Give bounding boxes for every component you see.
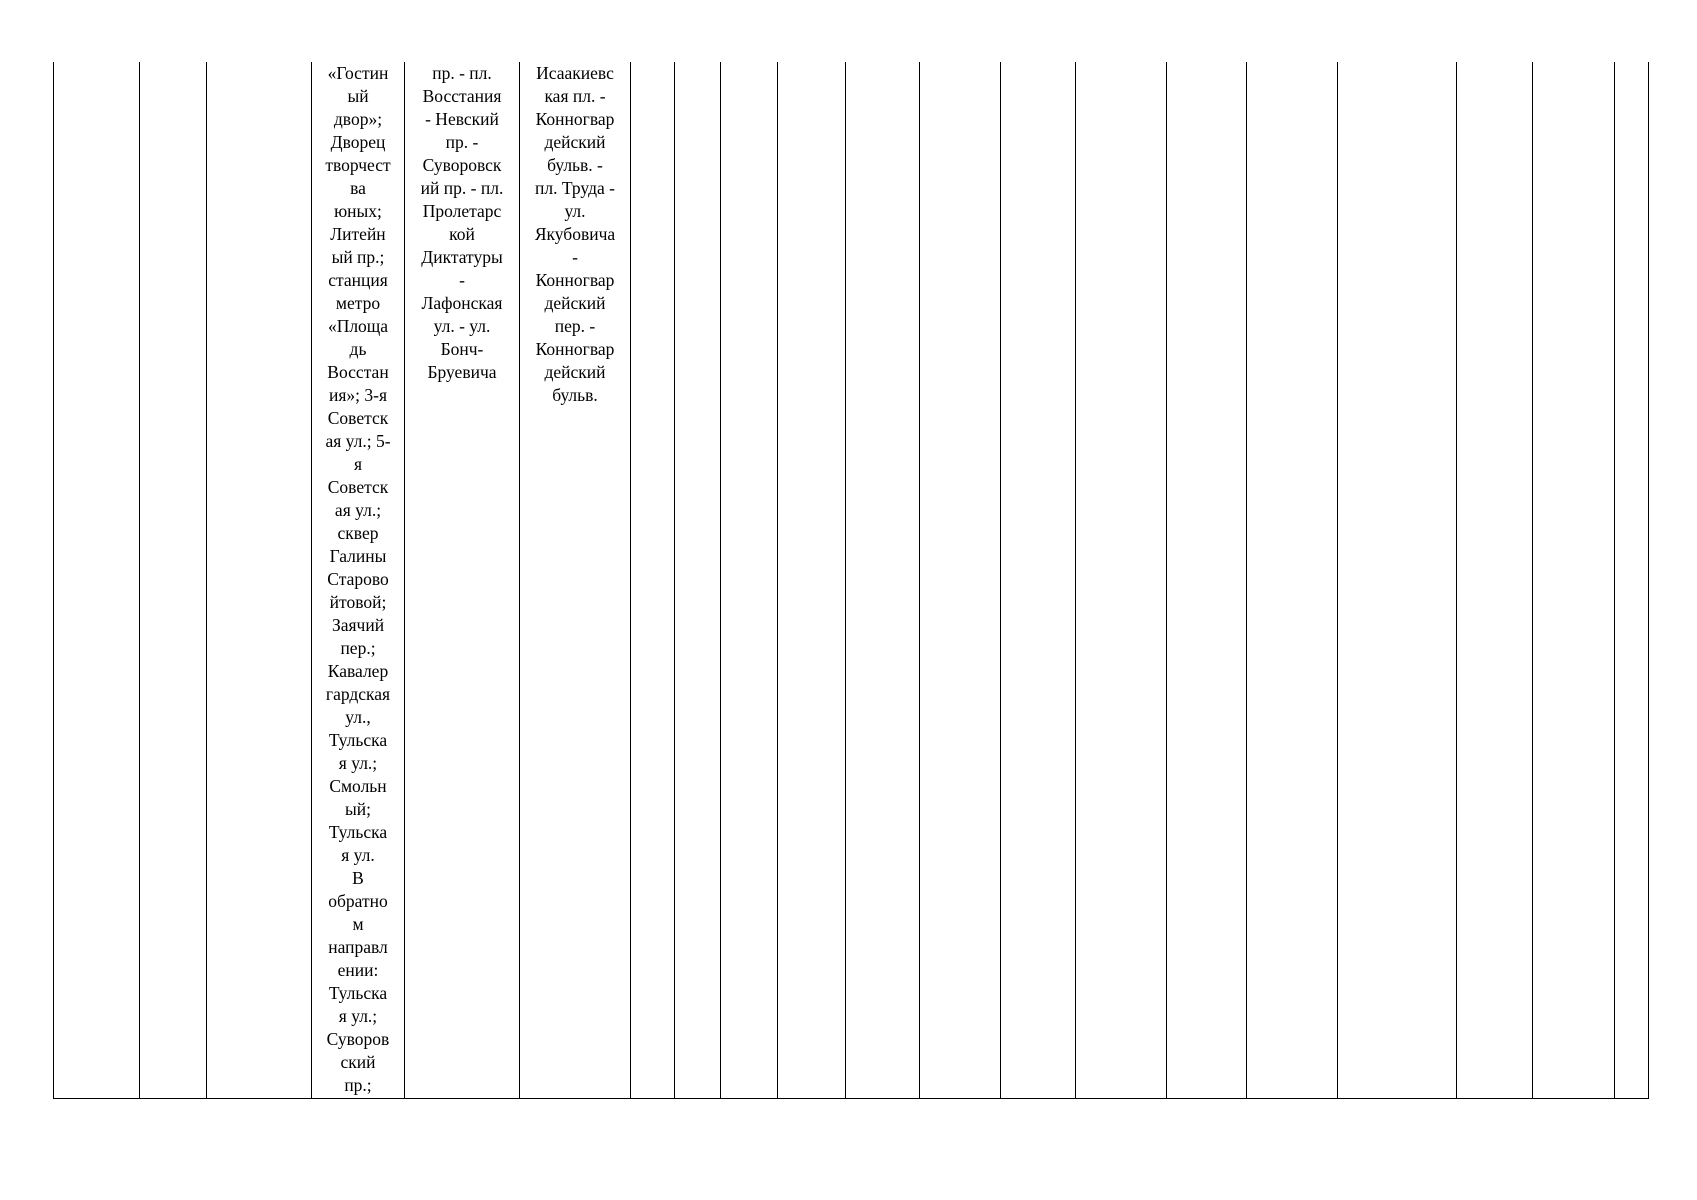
column-border	[1000, 62, 1001, 1098]
column-border	[674, 62, 675, 1098]
column-border	[777, 62, 778, 1098]
column-border	[1614, 62, 1615, 1098]
column-border	[53, 62, 54, 1098]
column-border	[630, 62, 631, 1098]
column-border	[1075, 62, 1076, 1098]
column-border	[206, 62, 207, 1098]
column-border	[720, 62, 721, 1098]
column-border	[1648, 62, 1649, 1098]
column-border	[919, 62, 920, 1098]
column-border	[1532, 62, 1533, 1098]
column-border	[845, 62, 846, 1098]
column-border	[1337, 62, 1338, 1098]
route-isaac-cell: Исаакиевс кая пл. - Конногвар дейский бульв. - пл. Труда - ул. Якубовича - Конногвар дейский пер. - Конногвар дейский бульв.	[534, 63, 616, 405]
column-border	[139, 62, 140, 1098]
column-border	[1456, 62, 1457, 1098]
column-border	[1246, 62, 1247, 1098]
route-streets-cell: пр. - пл. Восстания - Невский пр. - Суворовск ий пр. - пл. Пролетарс кой Диктатуры - Лафонская ул. - ул. Бонч- Бруевича	[420, 63, 504, 382]
column-border	[1166, 62, 1167, 1098]
stops-list-cell: «Гостин ый двор»; Дворец творчест ва юных; Литейн ый пр.; станция метро «Площа дь Восстан ия»; 3-я Советск ая ул.; 5- я Советск ая ул.; сквер Галины Старово йтовой; Заячий пер.; Кавалер гардская ул., Тульска я ул.; Смольн ый; Тульска я ул. В обратно м направл ении: Тульска я ул.; Суворов ский пр.;	[325, 63, 391, 1095]
table-row	[53, 62, 1649, 1099]
